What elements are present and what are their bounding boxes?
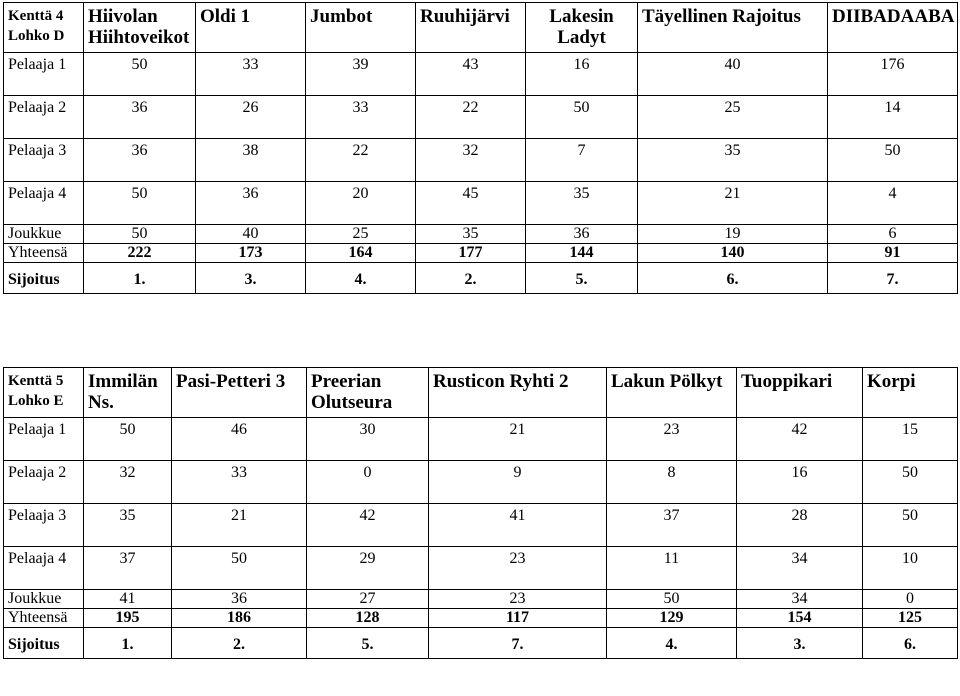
field-group-label: Kenttä 5 Lohko E: [4, 368, 84, 418]
score-cell: 2.: [416, 263, 526, 294]
row-label: Pelaaja 4: [4, 547, 84, 590]
score-cell: 22: [416, 96, 526, 139]
score-cell: 4: [828, 182, 958, 225]
row-label: Joukkue: [4, 225, 84, 244]
score-cell: 50: [84, 418, 172, 461]
score-cell: 91: [828, 244, 958, 263]
score-cell: 33: [306, 96, 416, 139]
score-cell: 36: [196, 182, 306, 225]
score-cell: 35: [416, 225, 526, 244]
score-cell: 3.: [737, 628, 863, 659]
score-cell: 37: [607, 504, 737, 547]
score-cell: 50: [863, 461, 958, 504]
score-cell: 1.: [84, 628, 172, 659]
score-cell: 19: [638, 225, 828, 244]
score-cell: 4.: [607, 628, 737, 659]
team-header: Täyellinen Rajoitus: [638, 3, 828, 53]
score-cell: 6.: [638, 263, 828, 294]
score-row: [4, 263, 958, 294]
score-cell: 10: [863, 547, 958, 590]
score-cell: 7.: [429, 628, 607, 659]
team-header: Jumbot: [306, 3, 416, 53]
row-label: Sijoitus: [4, 628, 84, 659]
score-cell: 164: [306, 244, 416, 263]
score-cell: 43: [416, 53, 526, 96]
score-cell: 36: [172, 590, 307, 609]
score-row: [4, 461, 958, 504]
header-row: [4, 368, 958, 418]
score-cell: 222: [84, 244, 196, 263]
team-header: Korpi: [863, 368, 958, 418]
score-cell: 50: [84, 182, 196, 225]
score-cell: 42: [307, 504, 429, 547]
score-cell: 40: [638, 53, 828, 96]
row-label: Pelaaja 3: [4, 139, 84, 182]
score-cell: 21: [638, 182, 828, 225]
row-label: Pelaaja 3: [4, 504, 84, 547]
score-cell: 140: [638, 244, 828, 263]
score-cell: 29: [307, 547, 429, 590]
score-cell: 144: [526, 244, 638, 263]
score-cell: 16: [526, 53, 638, 96]
row-label: Pelaaja 1: [4, 418, 84, 461]
header-row: [4, 3, 958, 53]
score-cell: 36: [84, 139, 196, 182]
row-label: Joukkue: [4, 590, 84, 609]
score-cell: 35: [638, 139, 828, 182]
score-cell: 177: [416, 244, 526, 263]
score-cell: 173: [196, 244, 306, 263]
score-row: [4, 504, 958, 547]
score-cell: 50: [863, 504, 958, 547]
score-row: [4, 53, 958, 96]
score-cell: 2.: [172, 628, 307, 659]
score-cell: 50: [828, 139, 958, 182]
score-cell: 21: [429, 418, 607, 461]
score-cell: 50: [84, 225, 196, 244]
team-header: Immilän Ns.: [84, 368, 172, 418]
score-cell: 33: [196, 53, 306, 96]
row-label: Pelaaja 4: [4, 182, 84, 225]
score-cell: 41: [429, 504, 607, 547]
score-cell: 39: [306, 53, 416, 96]
score-cell: 35: [526, 182, 638, 225]
score-cell: 7.: [828, 263, 958, 294]
score-row: [4, 418, 958, 461]
team-header: Lakesin Ladyt: [526, 3, 638, 53]
score-row: [4, 628, 958, 659]
score-cell: 30: [307, 418, 429, 461]
score-cell: 15: [863, 418, 958, 461]
score-cell: 4.: [306, 263, 416, 294]
score-cell: 35: [84, 504, 172, 547]
team-header: Pasi-Petteri 3: [172, 368, 307, 418]
team-header: Tuoppikari: [737, 368, 863, 418]
score-cell: 34: [737, 547, 863, 590]
score-cell: 34: [737, 590, 863, 609]
score-cell: 5.: [307, 628, 429, 659]
team-header: DIIBADAABA: [828, 3, 958, 53]
score-cell: 0: [863, 590, 958, 609]
score-row: [4, 609, 958, 628]
table-1-rows: [4, 53, 958, 294]
score-row: [4, 244, 958, 263]
team-header: Oldi 1: [196, 3, 306, 53]
score-cell: 16: [737, 461, 863, 504]
score-cell: 26: [196, 96, 306, 139]
score-cell: 38: [196, 139, 306, 182]
score-cell: 117: [429, 609, 607, 628]
score-cell: 11: [607, 547, 737, 590]
score-cell: 195: [84, 609, 172, 628]
score-cell: 9: [429, 461, 607, 504]
score-cell: 176: [828, 53, 958, 96]
table-2-rows: [4, 418, 958, 659]
score-cell: 128: [307, 609, 429, 628]
score-cell: 20: [306, 182, 416, 225]
score-cell: 50: [607, 590, 737, 609]
team-header: Preerian Olutseura: [307, 368, 429, 418]
score-cell: 33: [172, 461, 307, 504]
score-row: [4, 182, 958, 225]
score-row: [4, 96, 958, 139]
score-cell: 37: [84, 547, 172, 590]
score-cell: 27: [307, 590, 429, 609]
score-cell: 32: [416, 139, 526, 182]
score-cell: 50: [84, 53, 196, 96]
row-label: Yhteensä: [4, 244, 84, 263]
row-label: Pelaaja 2: [4, 461, 84, 504]
table-2-body: [4, 368, 958, 418]
score-cell: 22: [306, 139, 416, 182]
score-cell: 41: [84, 590, 172, 609]
score-cell: 23: [429, 590, 607, 609]
score-cell: 125: [863, 609, 958, 628]
team-header: Hiivolan Hiihtoveikot: [84, 3, 196, 53]
score-cell: 6: [828, 225, 958, 244]
team-header: Lakun Pölkyt: [607, 368, 737, 418]
score-cell: 40: [196, 225, 306, 244]
field-group-label: Kenttä 4 Lohko D: [4, 3, 84, 53]
score-cell: 154: [737, 609, 863, 628]
score-cell: 21: [172, 504, 307, 547]
score-cell: 186: [172, 609, 307, 628]
score-cell: 23: [607, 418, 737, 461]
score-cell: 50: [526, 96, 638, 139]
score-cell: 45: [416, 182, 526, 225]
score-cell: 28: [737, 504, 863, 547]
score-row: [4, 590, 958, 609]
score-cell: 5.: [526, 263, 638, 294]
score-cell: 36: [84, 96, 196, 139]
score-row: [4, 225, 958, 244]
score-cell: 7: [526, 139, 638, 182]
score-cell: 8: [607, 461, 737, 504]
score-cell: 25: [638, 96, 828, 139]
row-label: Pelaaja 2: [4, 96, 84, 139]
row-label: Yhteensä: [4, 609, 84, 628]
score-cell: 50: [172, 547, 307, 590]
team-header: Ruuhijärvi: [416, 3, 526, 53]
results-table-kentta-4: [3, 2, 958, 294]
table-1-body: [4, 3, 958, 53]
score-cell: 1.: [84, 263, 196, 294]
results-table-kentta-5: [3, 367, 958, 659]
score-row: [4, 547, 958, 590]
row-label: Pelaaja 1: [4, 53, 84, 96]
score-cell: 32: [84, 461, 172, 504]
score-cell: 25: [306, 225, 416, 244]
score-cell: 46: [172, 418, 307, 461]
score-cell: 129: [607, 609, 737, 628]
score-row: [4, 139, 958, 182]
score-cell: 23: [429, 547, 607, 590]
score-cell: 36: [526, 225, 638, 244]
score-cell: 0: [307, 461, 429, 504]
score-cell: 3.: [196, 263, 306, 294]
score-cell: 42: [737, 418, 863, 461]
score-cell: 14: [828, 96, 958, 139]
row-label: Sijoitus: [4, 263, 84, 294]
score-cell: 6.: [863, 628, 958, 659]
team-header: Rusticon Ryhti 2: [429, 368, 607, 418]
